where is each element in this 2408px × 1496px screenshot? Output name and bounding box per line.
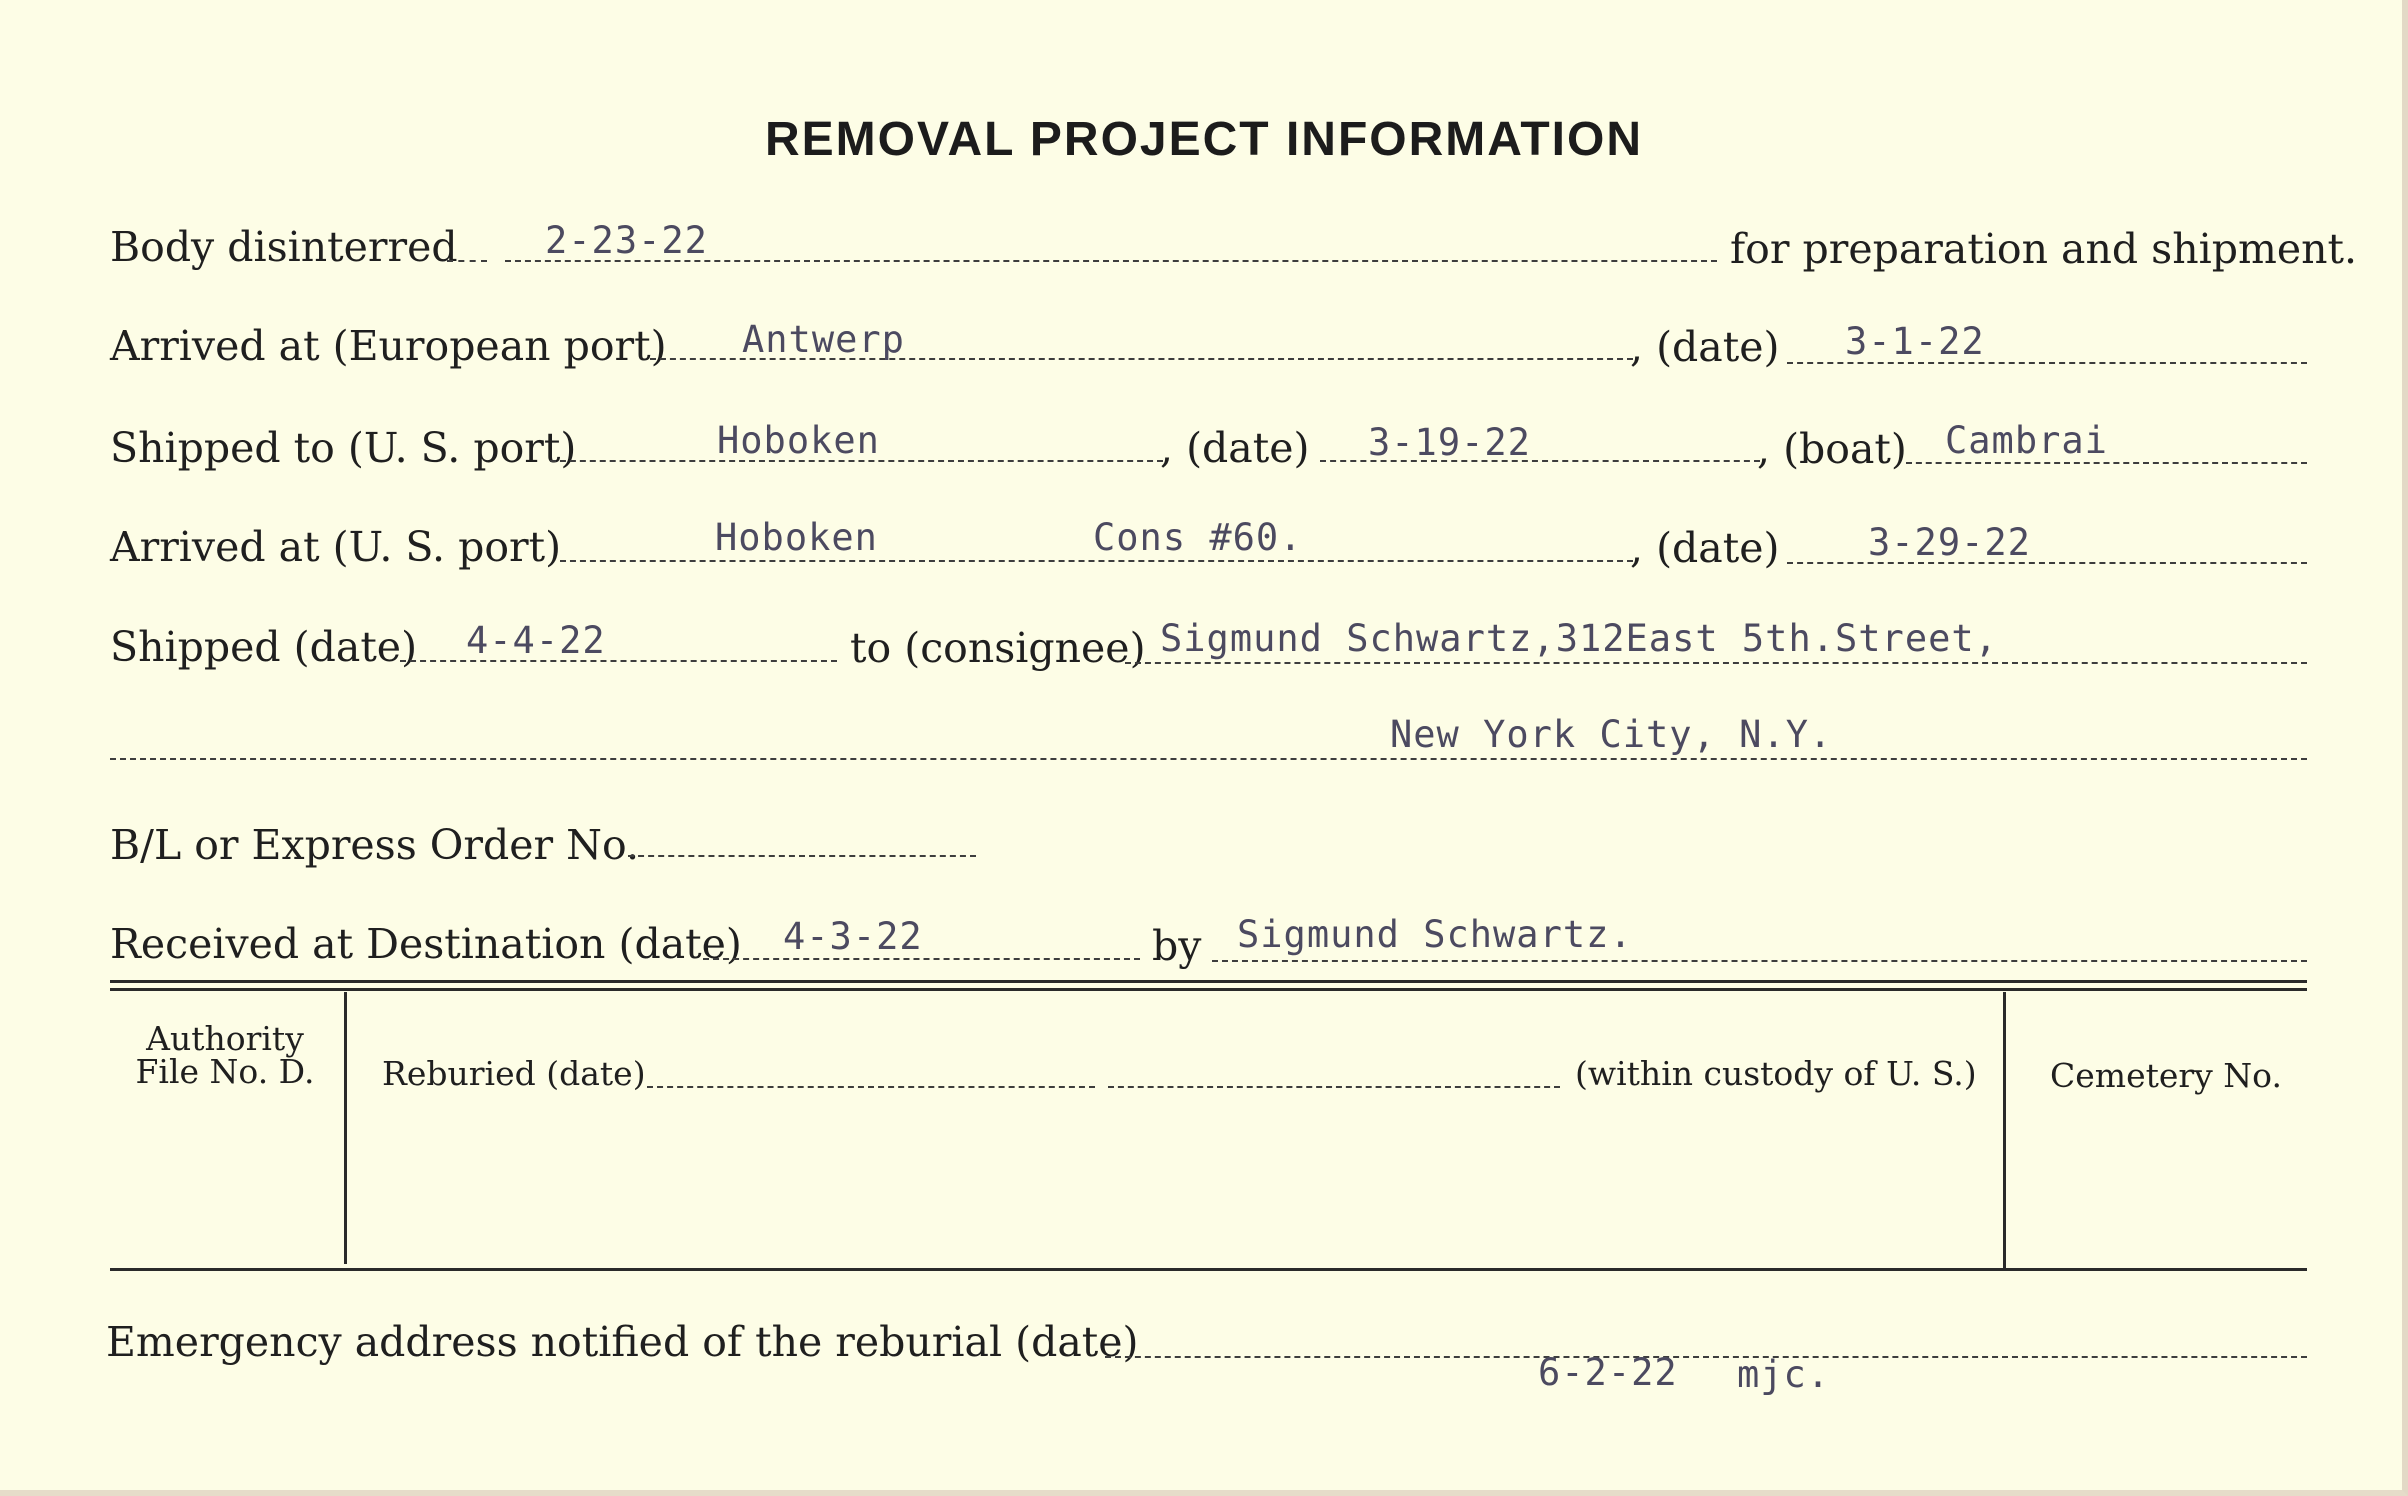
dotted-line — [1125, 662, 2307, 664]
us-arrival-port: Hoboken — [715, 516, 878, 559]
consignee-line-2: New York City, N.Y. — [1390, 713, 1833, 756]
dotted-line — [110, 758, 2307, 760]
dotted-line — [703, 958, 1140, 960]
box-top-rule — [110, 980, 2307, 983]
emergency-label: Emergency address notified of the reburial (date) — [106, 1318, 1139, 1366]
shipped-date-label: Shipped (date) — [110, 623, 418, 671]
received-date: 4-3-22 — [783, 915, 923, 958]
dotted-line — [628, 855, 976, 857]
us-port-shipped: Hoboken — [717, 419, 880, 462]
dotted-line — [1105, 1356, 2307, 1358]
card-title: REMOVAL PROJECT INFORMATION — [764, 113, 1643, 166]
emergency-date: 6-2-22 — [1538, 1351, 1678, 1394]
dotted-line — [447, 260, 487, 262]
dotted-line — [560, 560, 1633, 562]
boat-label: , (boat) — [1757, 425, 1907, 473]
dotted-line — [1212, 960, 2307, 962]
us-arrival-date: 3-29-22 — [1868, 521, 2031, 564]
us-ship-date: 3-19-22 — [1368, 421, 1531, 464]
custody-label: (within custody of U. S.) — [1575, 1054, 1977, 1093]
disinterred-label: Body disinterred — [110, 223, 458, 271]
arrived-us-date-label: , (date) — [1630, 524, 1780, 572]
authority-label-line-2: File No. D. — [135, 1052, 315, 1091]
reburied-label: Reburied (date) — [382, 1054, 646, 1093]
shipped-us-date-label: , (date) — [1160, 424, 1310, 472]
shipped-us-label: Shipped to (U. S. port) — [110, 424, 577, 472]
received-label: Received at Destination (date) — [110, 920, 742, 968]
european-port: Antwerp — [742, 318, 905, 361]
disinterred-suffix: for preparation and shipment. — [1730, 225, 2358, 273]
emergency-initials: mjc. — [1737, 1353, 1831, 1396]
bl-label: B/L or Express Order No. — [110, 821, 640, 869]
consignee-line-1: Sigmund Schwartz,312East 5th.Street, — [1160, 617, 1998, 660]
shipped-date: 4-4-22 — [466, 619, 606, 662]
dotted-line — [1108, 1086, 1560, 1088]
received-by-label: by — [1152, 922, 1202, 970]
box-bottom-rule — [110, 1268, 2307, 1271]
cemetery-label: Cemetery No. — [2050, 1056, 2282, 1095]
dotted-line — [1787, 562, 2307, 564]
received-by: Sigmund Schwartz. — [1237, 913, 1633, 956]
consignee-label: to (consignee) — [850, 624, 1146, 672]
disinterred-date: 2-23-22 — [545, 219, 708, 262]
dotted-line — [647, 1086, 1095, 1088]
dotted-line — [1906, 462, 2307, 464]
box-top-rule-inner — [110, 988, 2307, 991]
arrived-europe-date-label: , (date) — [1630, 323, 1780, 371]
box-divider-left — [344, 992, 347, 1264]
box-divider-right — [2003, 992, 2006, 1268]
arrived-europe-label: Arrived at (European port) — [110, 322, 667, 370]
boat-name: Cambrai — [1945, 419, 2108, 462]
authority-label-line-1: Authority — [146, 1019, 304, 1058]
consignment-number: Cons #60. — [1093, 516, 1303, 559]
arrived-us-label: Arrived at (U. S. port) — [110, 523, 562, 571]
european-arrival-date: 3-1-22 — [1845, 320, 1985, 363]
